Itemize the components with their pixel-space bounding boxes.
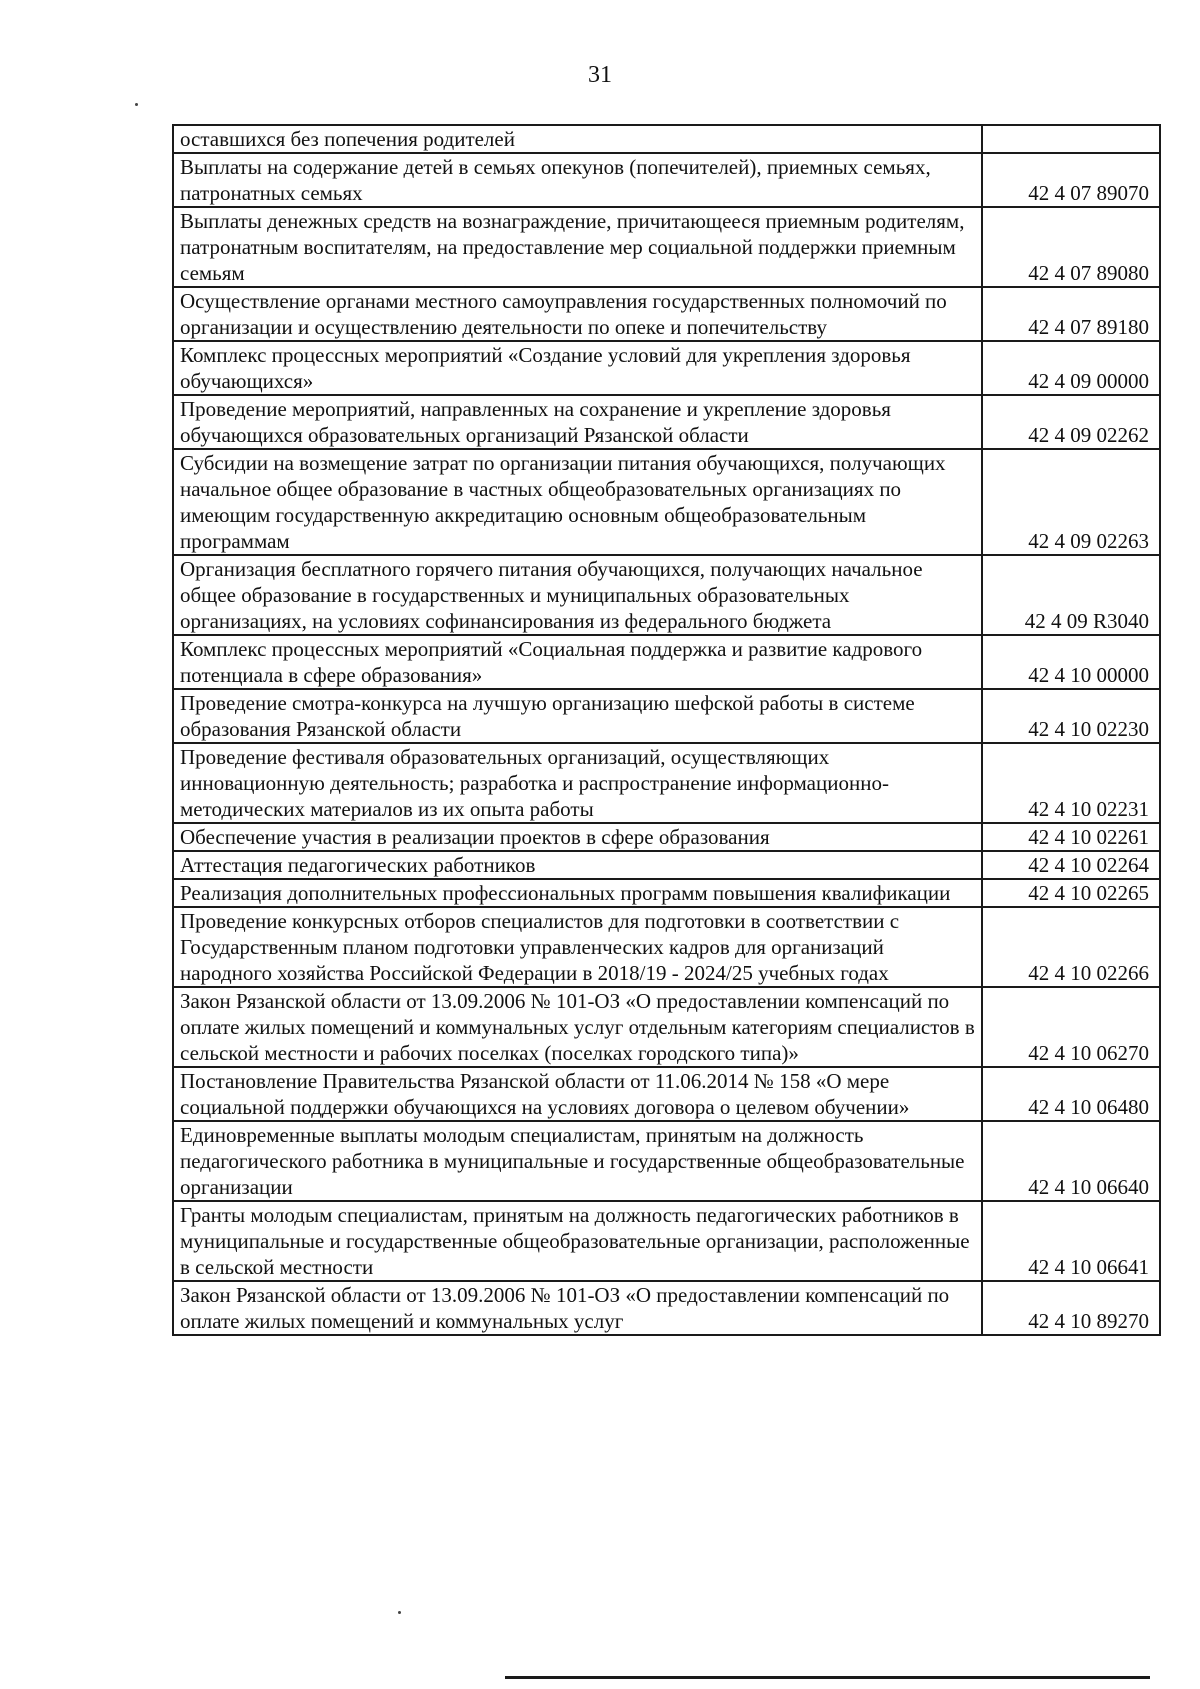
item-code: 42 4 10 06480 [982, 1067, 1160, 1121]
item-name: Субсидии на возмещение затрат по организации питания обучающихся, получающих начальное общее образование в частных общеобразовательных организациях по имеющим государственную аккредитацию основным общеобразовательным программам [173, 449, 982, 555]
item-code: 42 4 09 R3040 [982, 555, 1160, 635]
item-code: 42 4 10 02265 [982, 879, 1160, 907]
item-code: 42 4 10 06641 [982, 1201, 1160, 1281]
table-row [173, 635, 1160, 689]
item-name: Единовременные выплаты молодым специалистам, принятым на должность педагогического работника в муниципальные и государственные общеобразовательные организации [173, 1121, 982, 1201]
item-code: 42 4 07 89080 [982, 207, 1160, 287]
table-row [173, 341, 1160, 395]
item-name: Проведение конкурсных отборов специалистов для подготовки в соответствии с Государственным планом подготовки управленческих кадров для организаций народного хозяйства Российской Федерации в 2018/19 - 2024/25 учебных годах [173, 907, 982, 987]
item-code: 42 4 10 02231 [982, 743, 1160, 823]
item-name: Проведение мероприятий, направленных на сохранение и укрепление здоровья обучающихся образовательных организаций Рязанской области [173, 395, 982, 449]
item-name: Выплаты денежных средств на вознаграждение, причитающееся приемным родителям, патронатным воспитателям, на предоставление мер социальной поддержки приемным семьям [173, 207, 982, 287]
item-code: 42 4 10 02264 [982, 851, 1160, 879]
table-body [173, 125, 1160, 1335]
scan-speck [135, 103, 138, 106]
item-name: Проведение смотра-конкурса на лучшую организацию шефской работы в системе образования Рязанской области [173, 689, 982, 743]
table-row [173, 823, 1160, 851]
table-row [173, 395, 1160, 449]
item-code: 42 4 10 02266 [982, 907, 1160, 987]
table-row [173, 1121, 1160, 1201]
table-row [173, 743, 1160, 823]
bottom-rule [505, 1676, 1150, 1679]
item-code: 42 4 10 00000 [982, 635, 1160, 689]
table-row [173, 907, 1160, 987]
page-number: 31 [588, 62, 612, 88]
item-name: Выплаты на содержание детей в семьях опекунов (попечителей), приемных семьях, патронатных семьях [173, 153, 982, 207]
item-name: Закон Рязанской области от 13.09.2006 № 101-ОЗ «О предоставлении компенсаций по оплате жилых помещений и коммунальных услуг отдельным категориям специалистов в сельской местности и рабочих поселках (поселках городского типа)» [173, 987, 982, 1067]
table-row [173, 125, 1160, 153]
item-code: 42 4 10 02230 [982, 689, 1160, 743]
table-row [173, 153, 1160, 207]
table-row [173, 1281, 1160, 1335]
item-name: Обеспечение участия в реализации проектов в сфере образования [173, 823, 982, 851]
item-code: 42 4 09 00000 [982, 341, 1160, 395]
item-code: 42 4 09 02263 [982, 449, 1160, 555]
table-row [173, 555, 1160, 635]
table-row [173, 287, 1160, 341]
budget-codes-table [172, 124, 1161, 1336]
item-code: 42 4 07 89180 [982, 287, 1160, 341]
item-code: 42 4 10 89270 [982, 1281, 1160, 1335]
item-name: Закон Рязанской области от 13.09.2006 № 101-ОЗ «О предоставлении компенсаций по оплате жилых помещений и коммунальных услуг [173, 1281, 982, 1335]
item-code: 42 4 10 06640 [982, 1121, 1160, 1201]
item-name: Постановление Правительства Рязанской области от 11.06.2014 № 158 «О мере социальной поддержки обучающихся на условиях договора о целевом обучении» [173, 1067, 982, 1121]
item-name: Проведение фестиваля образовательных организаций, осуществляющих инновационную деятельность; разработка и распространение информационно-методических материалов из их опыта работы [173, 743, 982, 823]
item-name: Комплекс процессных мероприятий «Создание условий для укрепления здоровья обучающихся» [173, 341, 982, 395]
table-row [173, 851, 1160, 879]
scan-speck [398, 1611, 401, 1614]
item-code: 42 4 10 02261 [982, 823, 1160, 851]
table-row [173, 1067, 1160, 1121]
table-row [173, 449, 1160, 555]
item-name: Комплекс процессных мероприятий «Социальная поддержка и развитие кадрового потенциала в сфере образования» [173, 635, 982, 689]
table-row [173, 207, 1160, 287]
item-name: Гранты молодым специалистам, принятым на должность педагогических работников в муниципальные и государственные общеобразовательные организации, расположенные в сельской местности [173, 1201, 982, 1281]
item-name: Организация бесплатного горячего питания обучающихся, получающих начальное общее образование в государственных и муниципальных образовательных организациях, на условиях софинансирования из федерального бюджета [173, 555, 982, 635]
item-name: Осуществление органами местного самоуправления государственных полномочий по организации и осуществлению деятельности по опеке и попечительству [173, 287, 982, 341]
item-code: 42 4 09 02262 [982, 395, 1160, 449]
table-row [173, 879, 1160, 907]
table-row [173, 987, 1160, 1067]
item-name: оставшихся без попечения родителей [173, 125, 982, 153]
table-row [173, 689, 1160, 743]
item-name: Реализация дополнительных профессиональных программ повышения квалификации [173, 879, 982, 907]
item-name: Аттестация педагогических работников [173, 851, 982, 879]
item-code: 42 4 07 89070 [982, 153, 1160, 207]
item-code [982, 125, 1160, 153]
item-code: 42 4 10 06270 [982, 987, 1160, 1067]
table-row [173, 1201, 1160, 1281]
